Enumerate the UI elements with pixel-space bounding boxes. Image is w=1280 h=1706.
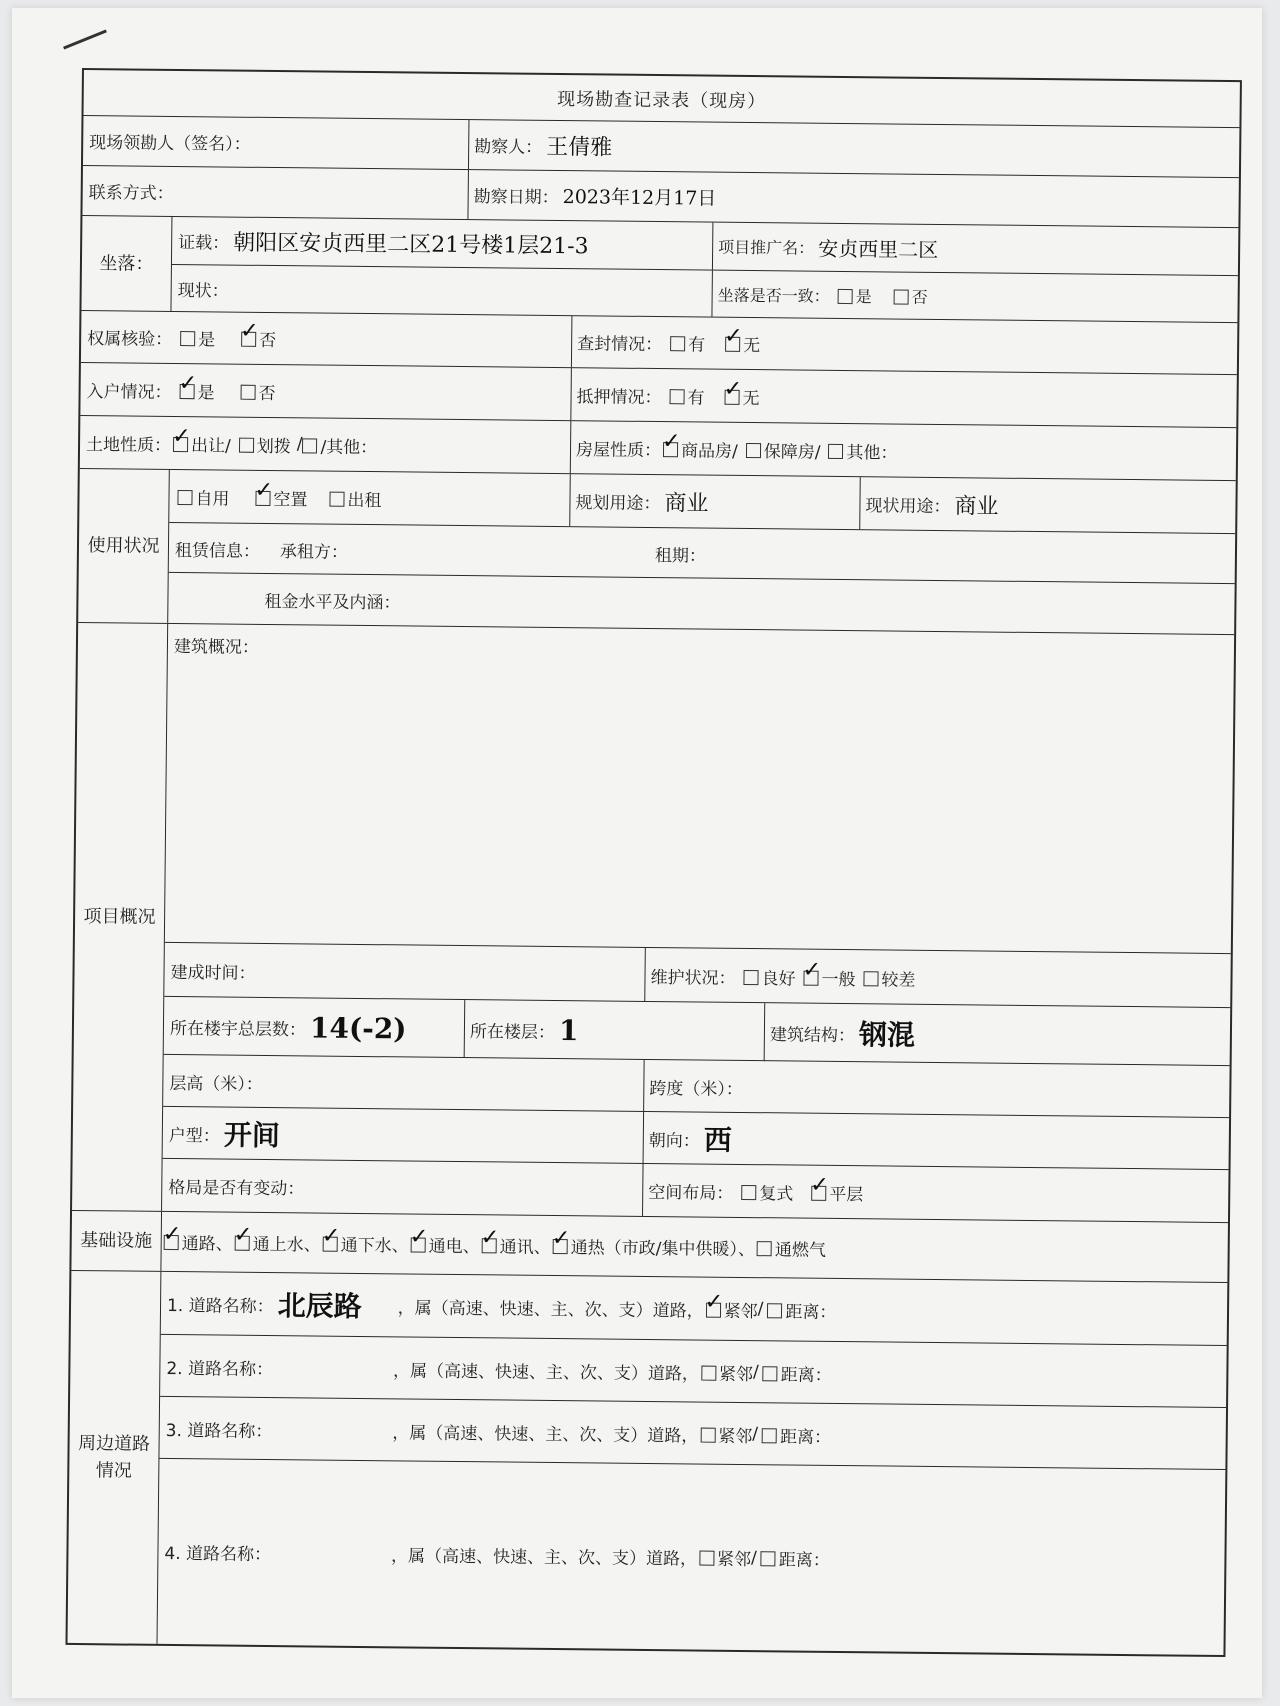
- cert-value: 朝阳区安贞西里二区21号楼1层21-3: [233, 230, 589, 260]
- road-1-sep: /: [757, 1299, 764, 1320]
- ownership-yes-label: 是: [198, 330, 216, 351]
- road-3-adjacent-label: 紧邻: [718, 1426, 753, 1447]
- consistent-field: [711, 271, 1237, 323]
- land-grant-label: 出让/: [190, 435, 231, 457]
- date-value: 2023年12月17日: [562, 186, 717, 210]
- inspector-field[interactable]: [468, 120, 1239, 177]
- date-label: 勘察日期：: [473, 187, 559, 208]
- road-4-distance-label: 距离：: [778, 1550, 830, 1571]
- consistent-yes-checkbox[interactable]: [838, 288, 853, 303]
- infra-water-out-label: 通下水、: [340, 1235, 409, 1257]
- maint-poor-checkbox[interactable]: [863, 971, 878, 986]
- road-3-prefix: 3. 道路名称：: [165, 1420, 273, 1442]
- road-2-mid: ，属（高速、快速、主、次、支）道路，: [392, 1360, 700, 1385]
- ownership-no-checkbox[interactable]: [241, 332, 256, 347]
- house-commercial-checkbox[interactable]: [663, 442, 678, 457]
- road-2-adjacent-checkbox[interactable]: [701, 1365, 716, 1380]
- ownership-field: [81, 311, 572, 367]
- access-label: 入户情况：: [86, 381, 172, 403]
- usage-block: [78, 468, 1236, 634]
- infra-label: 基础设施: [71, 1211, 162, 1271]
- mortgage-has-label: 有: [687, 387, 705, 409]
- road-3-sep: /: [752, 1424, 759, 1445]
- lease-info-field[interactable]: [169, 523, 649, 578]
- cert-address-field[interactable]: [172, 217, 712, 270]
- land-allocate-checkbox[interactable]: [239, 437, 254, 452]
- road-3-name[interactable]: [272, 1429, 392, 1430]
- land-other-checkbox[interactable]: [302, 438, 317, 453]
- layout-label: 户型：: [168, 1125, 220, 1147]
- layout-field[interactable]: [163, 1107, 644, 1164]
- leader-field[interactable]: [83, 116, 468, 169]
- infra-heat-checkbox[interactable]: [553, 1239, 568, 1254]
- project-label: 项目概况: [72, 623, 168, 1211]
- orientation-field[interactable]: [643, 1112, 1230, 1170]
- infra-road-label: 通路、: [181, 1234, 233, 1255]
- road-1-distance-label: 距离：: [785, 1301, 837, 1323]
- road-4-adjacent-checkbox[interactable]: [699, 1551, 714, 1566]
- contact-label: 联系方式：: [88, 183, 174, 204]
- consistent-no-checkbox[interactable]: [894, 289, 909, 304]
- road-4-mid: ，属（高速、快速、主、次、支）道路，: [390, 1546, 698, 1570]
- house-type-field: [570, 421, 1237, 480]
- leader-label: 现场领勘人（签名）：: [89, 133, 251, 155]
- access-yes-label: 是: [197, 382, 215, 403]
- current-location-field[interactable]: [171, 265, 711, 317]
- ownership-no-label: 否: [259, 330, 277, 352]
- land-field: [80, 416, 571, 473]
- road-2-distance-label: 距离：: [780, 1364, 832, 1386]
- current-use-value: 商业: [954, 493, 999, 520]
- road-1-prefix: 1. 道路名称：: [166, 1295, 274, 1317]
- space-flat-checkbox[interactable]: [811, 1185, 826, 1200]
- planned-use-field[interactable]: [569, 474, 860, 529]
- mortgage-label: 抵押情况：: [576, 386, 662, 408]
- floors-label: 所在楼宇总层数：: [169, 1018, 307, 1040]
- orient-value: 西: [703, 1123, 732, 1157]
- inspection-form: [65, 68, 1241, 1657]
- height-label: 层高（米）：: [169, 1073, 263, 1095]
- road-3-distance-label: 距离：: [779, 1426, 832, 1448]
- struct-value: 钢混: [858, 1018, 916, 1052]
- consistent-no-label: 否: [911, 287, 928, 307]
- rent-label: 租金水平及内涵：: [264, 591, 401, 613]
- consistent-label: 坐落是否一致：: [717, 285, 830, 306]
- house-other-label: 其他：: [846, 442, 898, 464]
- change-label: 格局是否有变动：: [168, 1177, 305, 1199]
- seizure-none-label: 无: [743, 335, 761, 357]
- house-affordable-label: 保障房/: [763, 441, 821, 463]
- contact-field[interactable]: [82, 166, 467, 219]
- space-duplex-label: 复式: [759, 1183, 794, 1205]
- mortgage-none-label: 无: [742, 388, 760, 409]
- maint-good-checkbox[interactable]: [743, 969, 758, 984]
- infra-road-checkbox[interactable]: [164, 1235, 179, 1250]
- land-other-prefix: /: [296, 434, 303, 455]
- road-3-distance-checkbox[interactable]: [762, 1428, 777, 1443]
- road-1-distance-checkbox[interactable]: [767, 1303, 782, 1318]
- maint-poor-label: 较差: [881, 969, 916, 991]
- road-3-mid: ，属（高速、快速、主、次、支）道路，: [392, 1422, 699, 1447]
- form-title: 现场勘查记录表（现房）: [557, 88, 767, 112]
- maint-good-label: 良好: [761, 968, 796, 990]
- road-3-adjacent-checkbox[interactable]: [700, 1427, 715, 1442]
- access-yes-checkbox[interactable]: [180, 384, 195, 399]
- struct-label: 建筑结构：: [769, 1024, 856, 1046]
- layout-change-field[interactable]: [162, 1159, 643, 1216]
- paper-sheet: [12, 8, 1262, 1698]
- maintenance-field: [644, 948, 1231, 1008]
- access-field: [80, 363, 571, 420]
- access-no-label: 否: [258, 383, 276, 404]
- inspector-value: 王倩雅: [546, 134, 613, 161]
- current-use-field[interactable]: [859, 477, 1236, 533]
- lease-label: 租赁信息：: [174, 540, 261, 562]
- road-1-adjacent-checkbox[interactable]: [706, 1302, 721, 1317]
- house-type-label: 房屋性质：: [575, 439, 662, 461]
- cert-label: 证载：: [178, 233, 230, 254]
- maint-avg-label: 一般: [821, 969, 856, 990]
- road-1-mid: ，属（高速、快速、主、次、支）道路，: [397, 1297, 704, 1322]
- usage-self-label: 自用: [195, 488, 230, 510]
- road-2-distance-checkbox[interactable]: [763, 1366, 778, 1381]
- road-row-1: [161, 1272, 1228, 1345]
- maint-label: 维护状况：: [650, 967, 736, 989]
- overview-field[interactable]: [165, 624, 1234, 953]
- span-field[interactable]: [643, 1060, 1230, 1118]
- house-commercial-label: 商品房/: [680, 440, 738, 462]
- infra-telecom-checkbox[interactable]: [482, 1238, 497, 1253]
- current-label: 现状：: [177, 280, 229, 302]
- orient-label: 朝向：: [648, 1130, 700, 1152]
- road-4-distance-checkbox[interactable]: [761, 1551, 776, 1566]
- road-4-sep: /: [750, 1547, 757, 1568]
- structure-field[interactable]: [764, 1003, 1231, 1066]
- ownership-yes-checkbox[interactable]: [180, 331, 195, 346]
- promo-value: 安贞西里二区: [818, 236, 939, 262]
- ownership-label: 权属核验：: [87, 329, 173, 350]
- space-label: 空间布局：: [648, 1182, 734, 1204]
- floor-field[interactable]: [464, 1000, 765, 1061]
- built-time-field[interactable]: [164, 943, 645, 1002]
- promo-label: 项目推广名：: [718, 237, 815, 258]
- usage-rent-checkbox[interactable]: [329, 491, 344, 506]
- infra-water-out-checkbox[interactable]: [323, 1237, 338, 1252]
- seizure-field: [571, 316, 1237, 374]
- project-block: [72, 622, 1234, 1222]
- road-4-adjacent-label: 紧邻: [716, 1549, 752, 1571]
- total-floors-field[interactable]: [164, 997, 465, 1058]
- date-field[interactable]: [467, 170, 1238, 227]
- infra-water-in-checkbox[interactable]: [235, 1236, 250, 1251]
- mortgage-has-checkbox[interactable]: [670, 389, 685, 404]
- land-label: 土地性质：: [85, 434, 172, 456]
- floor-label: 所在楼层：: [469, 1021, 556, 1043]
- infra-gas-checkbox[interactable]: [757, 1241, 772, 1256]
- maint-avg-checkbox[interactable]: [803, 970, 818, 985]
- inspector-label: 勘察人：: [474, 137, 543, 158]
- seizure-has-checkbox[interactable]: [670, 336, 685, 351]
- infra-power-checkbox[interactable]: [411, 1238, 426, 1253]
- usage-vacant-checkbox[interactable]: [255, 490, 270, 505]
- usage-vacant-label: 空置: [273, 489, 308, 510]
- floor-height-field[interactable]: [163, 1055, 644, 1112]
- seizure-has-label: 有: [688, 335, 706, 356]
- road-1-name[interactable]: 北辰路: [277, 1289, 362, 1323]
- layout-value: 开间: [223, 1118, 281, 1153]
- mortgage-field: [570, 368, 1237, 427]
- infra-telecom-label: 通讯、: [499, 1237, 551, 1258]
- roads-block: [68, 1270, 1228, 1655]
- term-label: 租期：: [654, 545, 707, 567]
- access-no-checkbox[interactable]: [241, 384, 256, 399]
- road-row-4: [158, 1459, 1226, 1655]
- land-other-label: /其他：: [320, 437, 378, 458]
- lessee-label: 承租方：: [279, 541, 349, 563]
- planned-value: 商业: [664, 490, 709, 517]
- floor-value: 1: [558, 1013, 579, 1047]
- usage-rent-label: 出租: [347, 490, 382, 511]
- road-2-prefix: 2. 道路名称：: [166, 1358, 274, 1380]
- usage-label: 使用状况: [78, 469, 170, 623]
- road-2-sep: /: [752, 1362, 759, 1383]
- space-layout-field: [642, 1164, 1229, 1222]
- road-1-adjacent-label: 紧邻: [723, 1301, 758, 1322]
- lease-term-field[interactable]: [649, 528, 1235, 584]
- infra-heat-label: 通热（市政/集中供暖）、: [570, 1238, 755, 1261]
- infra-water-in-label: 通上水、: [252, 1234, 321, 1256]
- mortgage-none-checkbox[interactable]: [725, 389, 740, 404]
- promo-name-field[interactable]: [712, 223, 1238, 276]
- road-2-name[interactable]: [273, 1367, 393, 1368]
- land-allocate-label: 划拨: [256, 436, 291, 457]
- infra-power-label: 通电、: [428, 1236, 480, 1258]
- pen-mark: [63, 29, 107, 49]
- span-label: 跨度（米）：: [649, 1078, 743, 1100]
- built-label: 建成时间：: [170, 962, 256, 984]
- house-other-checkbox[interactable]: [828, 443, 843, 458]
- location-row: [81, 215, 1238, 322]
- usage-self-checkbox[interactable]: [177, 490, 192, 505]
- infra-gas-label: 通燃气: [774, 1240, 826, 1261]
- location-label: 坐落：: [81, 216, 172, 311]
- seizure-none-checkbox[interactable]: [725, 337, 740, 352]
- consistent-yes-label: 是: [855, 286, 872, 306]
- roads-label: 周边道路情况: [68, 1271, 162, 1644]
- space-flat-label: 平层: [829, 1184, 864, 1205]
- road-2-adjacent-label: 紧邻: [718, 1364, 754, 1385]
- road-4-prefix: 4. 道路名称：: [164, 1543, 272, 1566]
- house-affordable-checkbox[interactable]: [746, 442, 761, 457]
- planned-label: 规划用途：: [575, 492, 661, 514]
- usage-status-field: [169, 470, 570, 526]
- current-use-label: 现状用途：: [865, 495, 951, 517]
- land-grant-checkbox[interactable]: [173, 436, 188, 451]
- seizure-label: 查封情况：: [577, 334, 663, 356]
- floors-value: 14(-2): [309, 1010, 407, 1045]
- road-4-name[interactable]: [271, 1553, 391, 1554]
- space-duplex-checkbox[interactable]: [741, 1184, 756, 1199]
- overview-label: 建筑概况：: [173, 636, 260, 658]
- infra-options: [161, 1212, 1228, 1282]
